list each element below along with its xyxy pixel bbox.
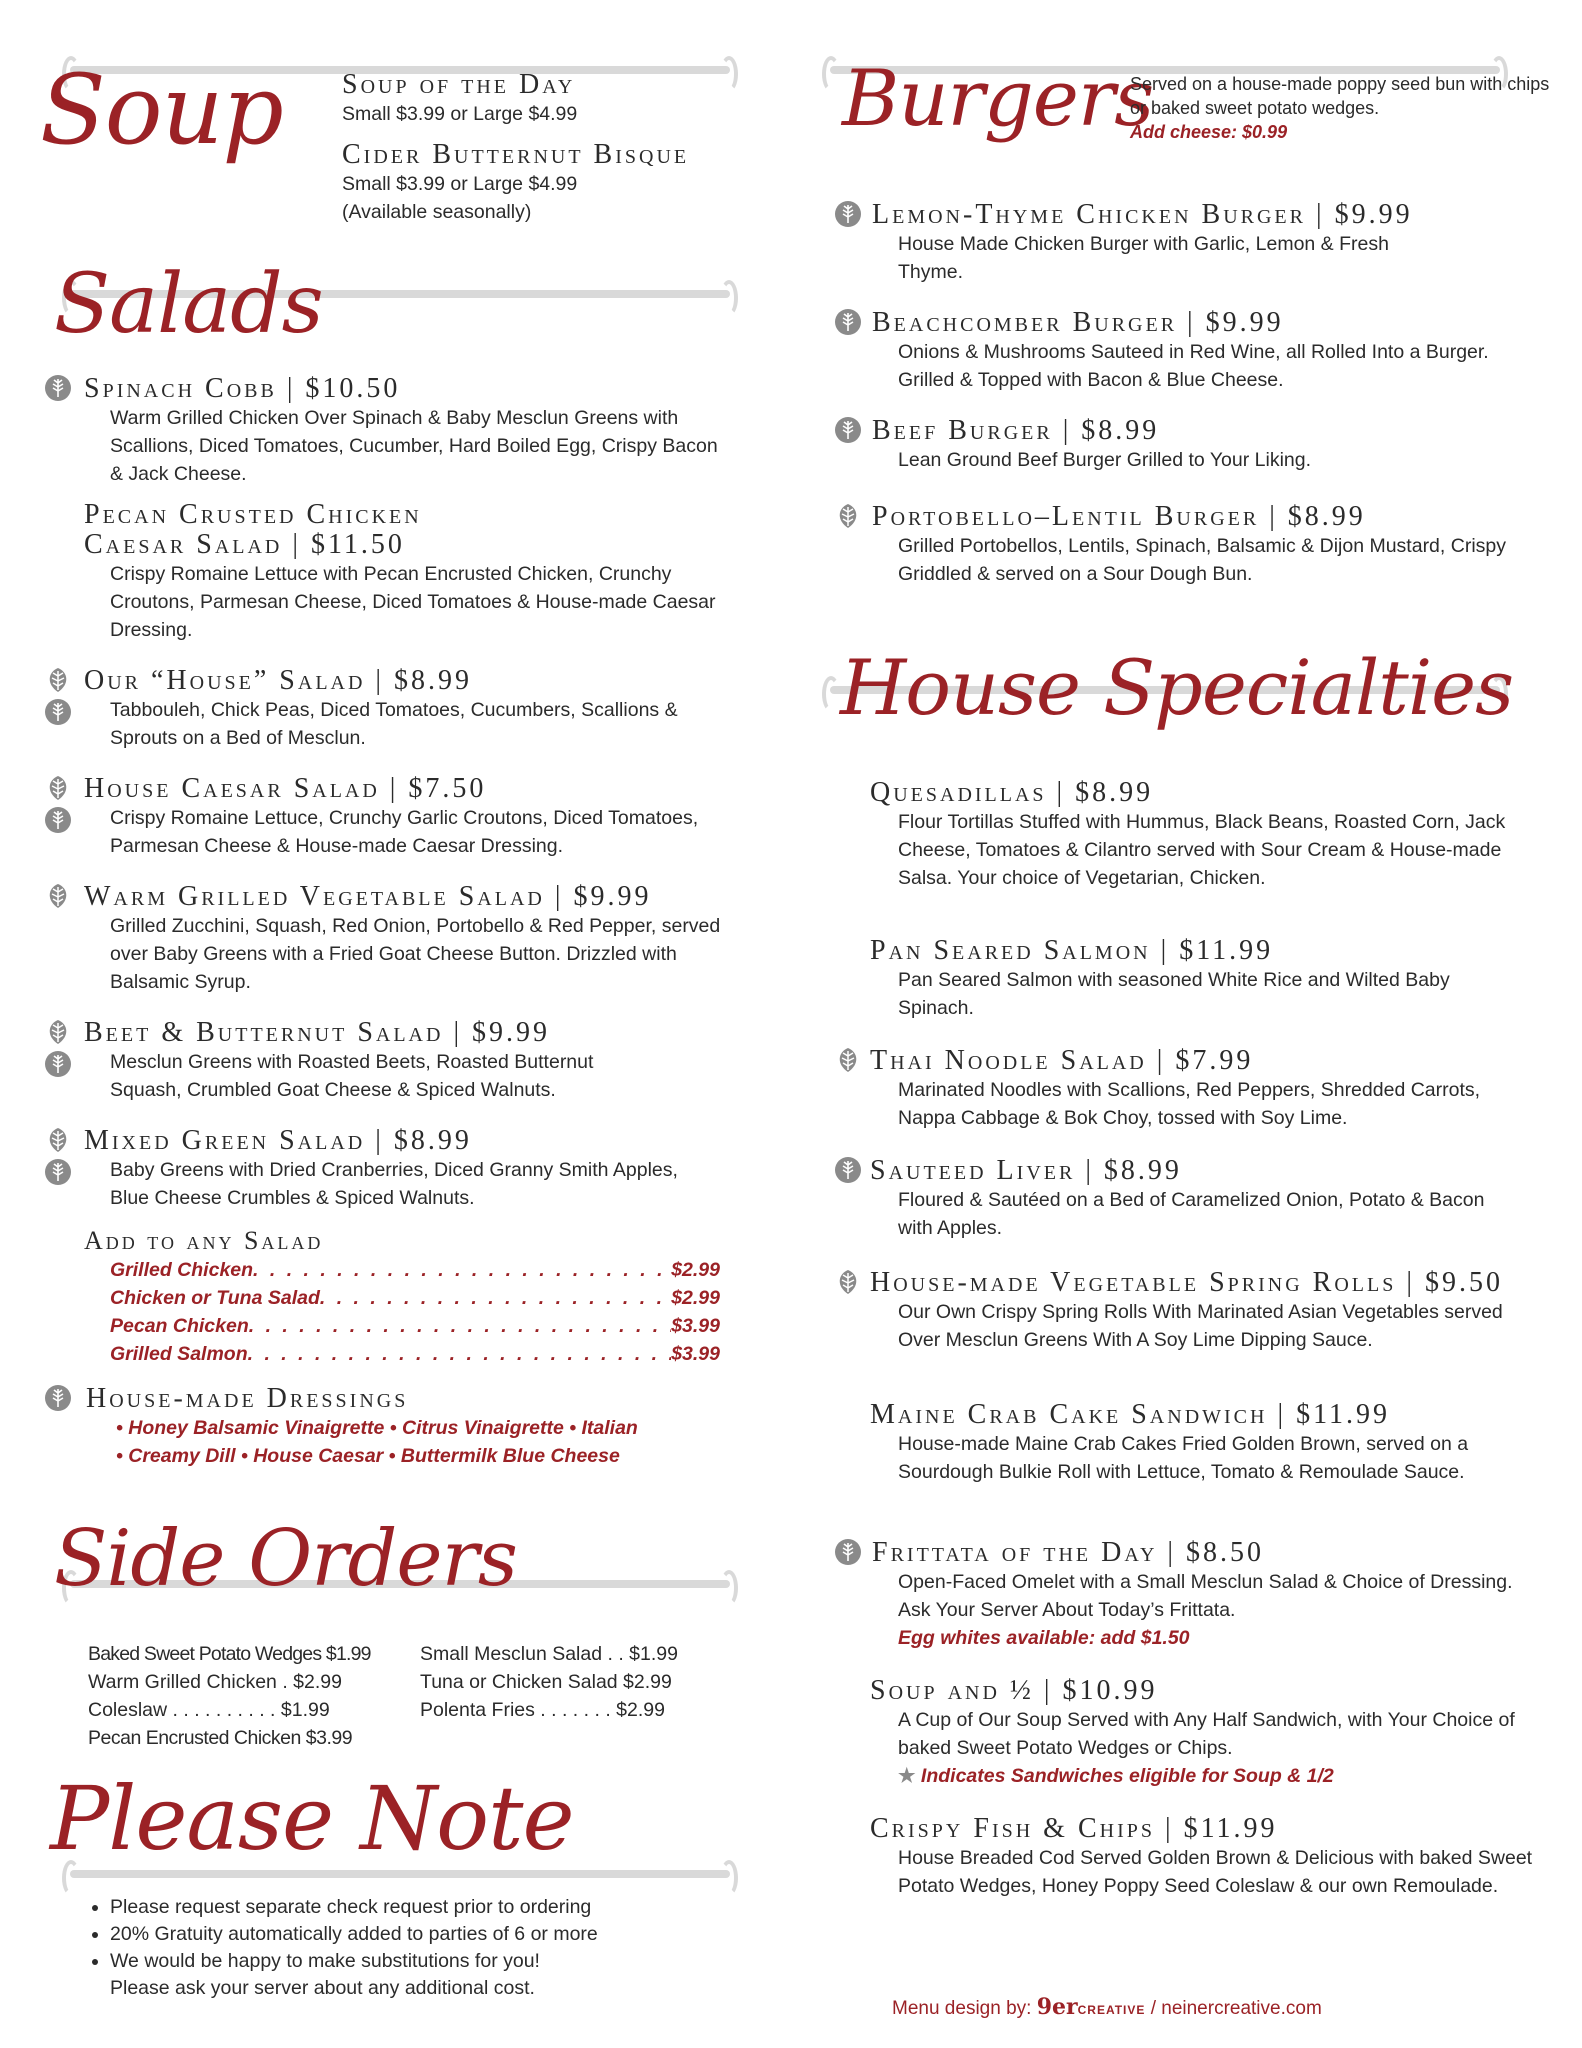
salad-title: Our “House” Salad | $8.99 xyxy=(84,665,473,696)
specialty-note: Indicates Sandwiches eligible for Soup & 1/2 xyxy=(920,1765,1334,1787)
specialty-title: Frittata of the Day | $8.50 xyxy=(872,1537,1265,1568)
soup-item-1 xyxy=(342,140,802,226)
specialty-title: Thai Noodle Salad | $7.99 xyxy=(870,1045,1254,1076)
specialty-title: Pan Seared Salmon | $11.99 xyxy=(870,935,1274,966)
specialty-item-6 xyxy=(830,1538,1550,1652)
specialty-desc: Pan Seared Salmon with seasoned White Rice and Wilted Baby Spinach. xyxy=(898,969,1450,1019)
sides-list-left xyxy=(88,1640,388,1752)
salad-desc: Crispy Romaine Lettuce, Crunchy Garlic Croutons, Diced Tomatoes, Parmesan Cheese & House-made Caesar Dressing. xyxy=(110,807,699,857)
salad-title: House Caesar Salad | $7.50 xyxy=(84,773,487,804)
addon-label: Grilled Chicken xyxy=(110,1259,254,1281)
vegetarian-icon xyxy=(44,1126,72,1154)
gluten-free-icon xyxy=(834,1538,862,1566)
note-item: • Please request separate check request prior to ordering xyxy=(110,1894,766,1921)
salad-item-2 xyxy=(40,666,760,752)
side-item: Coleslaw . . . . . . . . . . $1.99 xyxy=(88,1699,330,1721)
dressings xyxy=(40,1384,780,1470)
soup-heading: Soup xyxy=(40,54,283,166)
specialty-title: Crispy Fish & Chips | $11.99 xyxy=(870,1813,1278,1844)
specialties-heading: House Specialties xyxy=(840,643,1514,732)
gluten-free-icon xyxy=(834,308,862,336)
specialty-item-1 xyxy=(830,936,1550,1022)
specialty-title: Sauteed Liver | $8.99 xyxy=(870,1155,1182,1186)
vegetarian-icon xyxy=(44,1018,72,1046)
dressings-title: House-made Dressings xyxy=(86,1383,409,1414)
burger-item-2 xyxy=(830,416,1550,474)
specialty-desc: Open-Faced Omelet with a Small Mesclun Salad & Choice of Dressing. Ask Your Server About Today’s Frittata. xyxy=(898,1571,1513,1621)
side-item: Baked Sweet Potato Wedges $1.99 xyxy=(88,1643,371,1665)
salad-item-1 xyxy=(40,500,760,644)
burgers-intro xyxy=(1130,72,1550,144)
salad-item-3 xyxy=(40,774,760,860)
salad-title-line1: Pecan Crusted Chicken xyxy=(84,499,422,530)
specialty-desc: Our Own Crispy Spring Rolls With Marinated Asian Vegetables served Over Mesclun Greens With A Soy Lime Dipping Sauce. xyxy=(898,1301,1503,1351)
specialty-item-2 xyxy=(830,1046,1550,1132)
salads-heading: Salads xyxy=(54,257,323,352)
specialty-item-0 xyxy=(830,778,1550,892)
gluten-free-icon xyxy=(44,374,72,402)
addon-leader xyxy=(253,1256,671,1284)
burger-desc: Grilled Portobellos, Lentils, Spinach, Balsamic & Dijon Mustard, Crispy Griddled & served on a Sour Dough Bun. xyxy=(898,535,1506,585)
burger-item-0 xyxy=(830,200,1550,286)
soup-item-title: Soup of the Day xyxy=(342,69,576,100)
please-note-heading: Please Note xyxy=(50,1767,574,1870)
gluten-free-icon xyxy=(44,1158,72,1186)
sides-heading: Side Orders xyxy=(54,1514,517,1604)
dressings-line: • Creamy Dill • House Caesar • Buttermilk Blue Cheese xyxy=(116,1445,620,1467)
soup-item-title: Cider Butternut Bisque xyxy=(342,139,690,170)
addon-label: Chicken or Tuna Salad xyxy=(110,1287,320,1309)
specialty-item-5 xyxy=(830,1400,1550,1486)
addon-leader xyxy=(320,1284,671,1312)
addon-row xyxy=(110,1256,720,1284)
salad-desc: Grilled Zucchini, Squash, Red Onion, Portobello & Red Pepper, served over Baby Greens with a Fried Goat Cheese Button. Drizzled with Balsamic Syrup. xyxy=(110,915,721,993)
salad-item-6 xyxy=(40,1126,760,1212)
note-rule xyxy=(70,1870,730,1878)
vegetarian-icon xyxy=(834,1046,862,1074)
addon-row xyxy=(110,1312,720,1340)
credit-brand: CREATIVE xyxy=(1077,2003,1146,2017)
side-item: Warm Grilled Chicken . $2.99 xyxy=(88,1671,342,1693)
salad-addons xyxy=(84,1226,724,1368)
specialty-desc: Marinated Noodles with Scallions, Red Peppers, Shredded Carrots, Nappa Cabbage & Bok Choy, tossed with Soy Lime. xyxy=(898,1079,1481,1129)
specialty-title: Soup and ½ | $10.99 xyxy=(870,1675,1158,1706)
salad-title: Spinach Cobb | $10.50 xyxy=(84,373,401,404)
soup-item-0 xyxy=(342,70,782,128)
soup-item-desc: Small $3.99 or Large $4.99 xyxy=(342,173,578,195)
star-icon: ★ xyxy=(898,1765,916,1787)
credit-slash: / xyxy=(1150,1998,1156,2019)
addon-label: Pecan Chicken xyxy=(110,1315,249,1337)
addon-leader xyxy=(249,1312,671,1340)
salad-desc: Crispy Romaine Lettuce with Pecan Encrusted Chicken, Crunchy Croutons, Parmesan Cheese, Diced Tomatoes & House-made Caesar Dressing. xyxy=(110,563,716,641)
addon-row xyxy=(110,1340,720,1368)
credit-logo: 9er xyxy=(1036,1994,1078,2020)
burger-item-1 xyxy=(830,308,1550,394)
burgers-intro-text: Served on a house-made poppy seed bun with chips or baked sweet potato wedges. xyxy=(1130,74,1550,118)
specialty-note-row xyxy=(830,1762,1550,1790)
burger-title: Lemon-Thyme Chicken Burger | $9.99 xyxy=(872,199,1413,230)
burger-title: Portobello–Lentil Burger | $8.99 xyxy=(872,501,1366,532)
burger-title: Beef Burger | $8.99 xyxy=(872,415,1160,446)
side-item: Tuna or Chicken Salad $2.99 xyxy=(420,1671,672,1693)
salad-desc: Warm Grilled Chicken Over Spinach & Baby Mesclun Greens with Scallions, Diced Tomatoes, Cucumber, Hard Boiled Egg, Crispy Bacon & Jack Cheese. xyxy=(110,407,718,485)
salad-item-4 xyxy=(40,882,760,996)
credit-url[interactable]: neinercreative.com xyxy=(1161,1998,1322,2019)
burger-desc: House Made Chicken Burger with Garlic, Lemon & Fresh Thyme. xyxy=(898,233,1389,283)
side-item: Pecan Encrusted Chicken $3.99 xyxy=(88,1727,353,1749)
vegetarian-icon xyxy=(44,666,72,694)
vegetarian-icon xyxy=(44,882,72,910)
addon-label: Grilled Salmon xyxy=(110,1343,248,1365)
gluten-free-icon xyxy=(44,806,72,834)
salad-item-0 xyxy=(40,374,760,488)
specialty-title: Quesadillas | $8.99 xyxy=(870,777,1154,808)
addon-title: Add to any Salad xyxy=(84,1226,324,1255)
salad-desc: Tabbouleh, Chick Peas, Diced Tomatoes, Cucumbers, Scallions & Sprouts on a Bed of Mesclun. xyxy=(110,699,678,749)
note-item: • We would be happy to make substitutions for you! xyxy=(110,1948,766,1975)
addon-price: $3.99 xyxy=(671,1343,720,1365)
salad-desc: Mesclun Greens with Roasted Beets, Roasted Butternut Squash, Crumbled Goat Cheese & Spiced Walnuts. xyxy=(110,1051,594,1101)
salad-title: Mixed Green Salad | $8.99 xyxy=(84,1125,472,1156)
burger-desc: Lean Ground Beef Burger Grilled to Your Liking. xyxy=(898,449,1312,471)
gluten-free-icon xyxy=(834,416,862,444)
specialty-desc: A Cup of Our Soup Served with Any Half Sandwich, with Your Choice of baked Sweet Potato Wedges or Chips. xyxy=(898,1709,1515,1759)
specialty-note: Egg whites available: add $1.50 xyxy=(898,1627,1190,1649)
gluten-free-icon xyxy=(44,698,72,726)
specialty-desc: House Breaded Cod Served Golden Brown & Delicious with baked Sweet Potato Wedges, Honey Poppy Seed Coleslaw & our own Remoulade. xyxy=(898,1847,1533,1897)
dressings-line: • Honey Balsamic Vinaigrette • Citrus Vinaigrette • Italian xyxy=(116,1417,638,1439)
soup-item-note: (Available seasonally) xyxy=(342,201,532,223)
side-item: Polenta Fries . . . . . . . $2.99 xyxy=(420,1699,665,1721)
specialty-item-3 xyxy=(830,1156,1550,1242)
note-extra: Please ask your server about any additional cost. xyxy=(110,1977,535,1999)
vegetarian-icon xyxy=(44,774,72,802)
specialty-desc: House-made Maine Crab Cakes Fried Golden Brown, served on a Sourdough Bulkie Roll with Lettuce, Tomato & Remoulade Sauce. xyxy=(898,1433,1469,1483)
addon-row xyxy=(110,1284,720,1312)
gluten-free-icon xyxy=(834,1156,862,1184)
specialty-item-7 xyxy=(830,1676,1550,1790)
salad-title: Beet & Butternut Salad | $9.99 xyxy=(84,1017,551,1048)
addon-price: $2.99 xyxy=(671,1259,720,1281)
sides-list-right xyxy=(420,1640,740,1724)
side-item: Small Mesclun Salad . . $1.99 xyxy=(420,1643,678,1665)
specialty-title: House-made Vegetable Spring Rolls | $9.50 xyxy=(870,1267,1503,1298)
soup-item-desc: Small $3.99 or Large $4.99 xyxy=(342,103,578,125)
note-item: • 20% Gratuity automatically added to parties of 6 or more xyxy=(110,1921,766,1948)
specialty-item-8 xyxy=(830,1814,1550,1900)
specialty-desc: Floured & Sautéed on a Bed of Caramelized Onion, Potato & Bacon with Apples. xyxy=(898,1189,1485,1239)
credit-prefix: Menu design by: xyxy=(892,1998,1032,2019)
please-note-list xyxy=(86,1894,766,2002)
specialty-desc: Flour Tortillas Stuffed with Hummus, Black Beans, Roasted Corn, Jack Cheese, Tomatoes & Cilantro served with Sour Cream & House-made Salsa. Your choice of Vegetarian, Chicken. xyxy=(898,811,1506,889)
salad-desc: Baby Greens with Dried Cranberries, Diced Granny Smith Apples, Blue Cheese Crumbles & Spiced Walnuts. xyxy=(110,1159,678,1209)
gluten-free-icon xyxy=(44,1384,72,1412)
salad-title-line2: Caesar Salad | $11.50 xyxy=(84,529,405,560)
addon-price: $2.99 xyxy=(671,1287,720,1309)
design-credit xyxy=(892,1994,1322,2020)
burger-title: Beachcomber Burger | $9.99 xyxy=(872,307,1284,338)
specialty-item-4 xyxy=(830,1268,1550,1354)
vegetarian-icon xyxy=(834,1268,862,1296)
addon-leader xyxy=(248,1340,672,1368)
burger-desc: Onions & Mushrooms Sauteed in Red Wine, all Rolled Into a Burger. Grilled & Topped with Bacon & Blue Cheese. xyxy=(898,341,1489,391)
burgers-heading: Burgers xyxy=(842,54,1154,144)
vegetarian-icon xyxy=(834,502,862,530)
burgers-cheese: Add cheese: $0.99 xyxy=(1130,122,1288,142)
burger-item-3 xyxy=(830,502,1550,588)
salad-title: Warm Grilled Vegetable Salad | $9.99 xyxy=(84,881,652,912)
specialty-title: Maine Crab Cake Sandwich | $11.99 xyxy=(870,1399,1391,1430)
gluten-free-icon xyxy=(44,1050,72,1078)
gluten-free-icon xyxy=(834,200,862,228)
addon-price: $3.99 xyxy=(671,1315,720,1337)
salad-item-5 xyxy=(40,1018,760,1104)
